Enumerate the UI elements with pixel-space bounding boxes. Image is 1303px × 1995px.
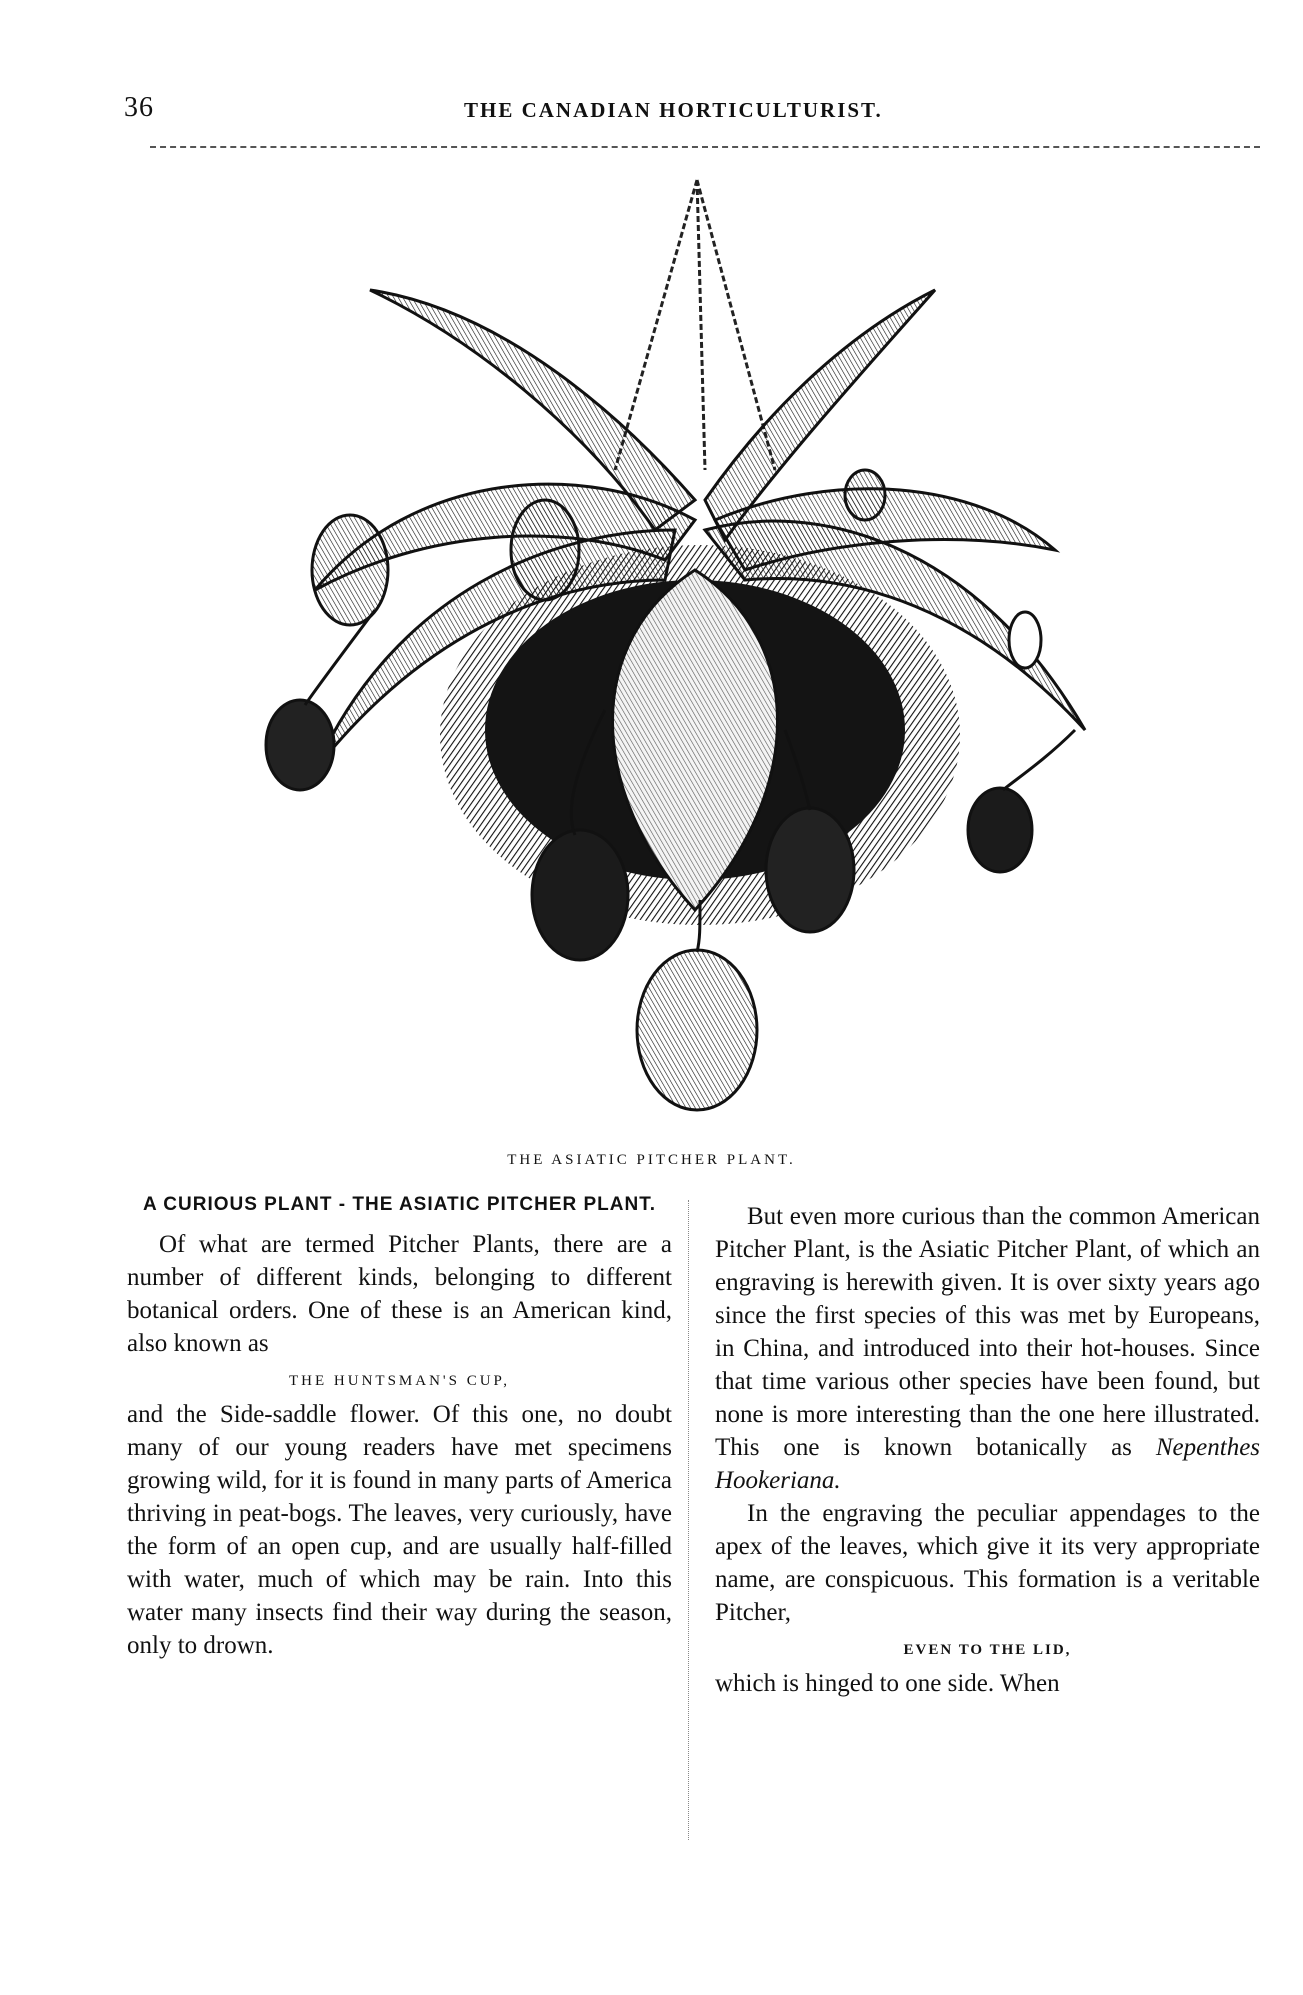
paragraph: Of what are termed Pitcher Plants, there are a number of different kinds, belonging to different botanical orders. One of these is an American kind, also known as	[127, 1231, 672, 1357]
botanical-name: Nepenthes Hookeriana.	[715, 1434, 1261, 1494]
paragraph: and the Side-saddle flower. Of this one, no doubt many of our young readers have met specimens growing wild, for it is found in many parts of America thriving in peat-bogs. The leaves, very curiously, have the form of an open cup, and are usually half-filled with water, much of which may be rain. Into this water many insects find their way during the season, only to drown.	[127, 1401, 672, 1659]
paragraph: which is hinged to one side. When	[715, 1670, 1060, 1697]
paragraph	[715, 1200, 1260, 1497]
column-divider	[688, 1200, 689, 1840]
right-column	[715, 1200, 1260, 1700]
running-title: THE CANADIAN HORTICULTURIST.	[464, 98, 883, 122]
page-header	[124, 92, 1264, 132]
paragraph: In the engraving the peculiar appendages to the apex of the leaves, which give it its very appropriate name, are conspicuous. This formation is a veritable Pitcher,	[715, 1500, 1260, 1626]
article-title: A CURIOUS PLANT - THE ASIATIC PITCHER PLANT.	[142, 1194, 657, 1215]
page-number: 36	[124, 92, 154, 123]
left-column	[127, 1192, 672, 1662]
paragraph-text: But even more curious than the common American Pitcher Plant, is the Asiatic Pitcher Plant, of which an engraving is herewith given. It is over sixty years ago since the first species of this was met by Europeans, in China, and introduced into their hot-houses. Since that time various other species have been found, but none is more interesting than the one here illustrated. This one is known botanically as	[715, 1203, 1260, 1461]
subheading: THE HUNTSMAN'S CUP,	[289, 1373, 510, 1389]
subheading: EVEN TO THE LID,	[903, 1642, 1072, 1658]
figure-caption: THE ASIATIC PITCHER PLANT.	[507, 1152, 796, 1168]
header-rule	[150, 146, 1260, 148]
hanging-chain-icon	[615, 180, 775, 470]
pitcher-plant-engraving	[255, 170, 1155, 1150]
